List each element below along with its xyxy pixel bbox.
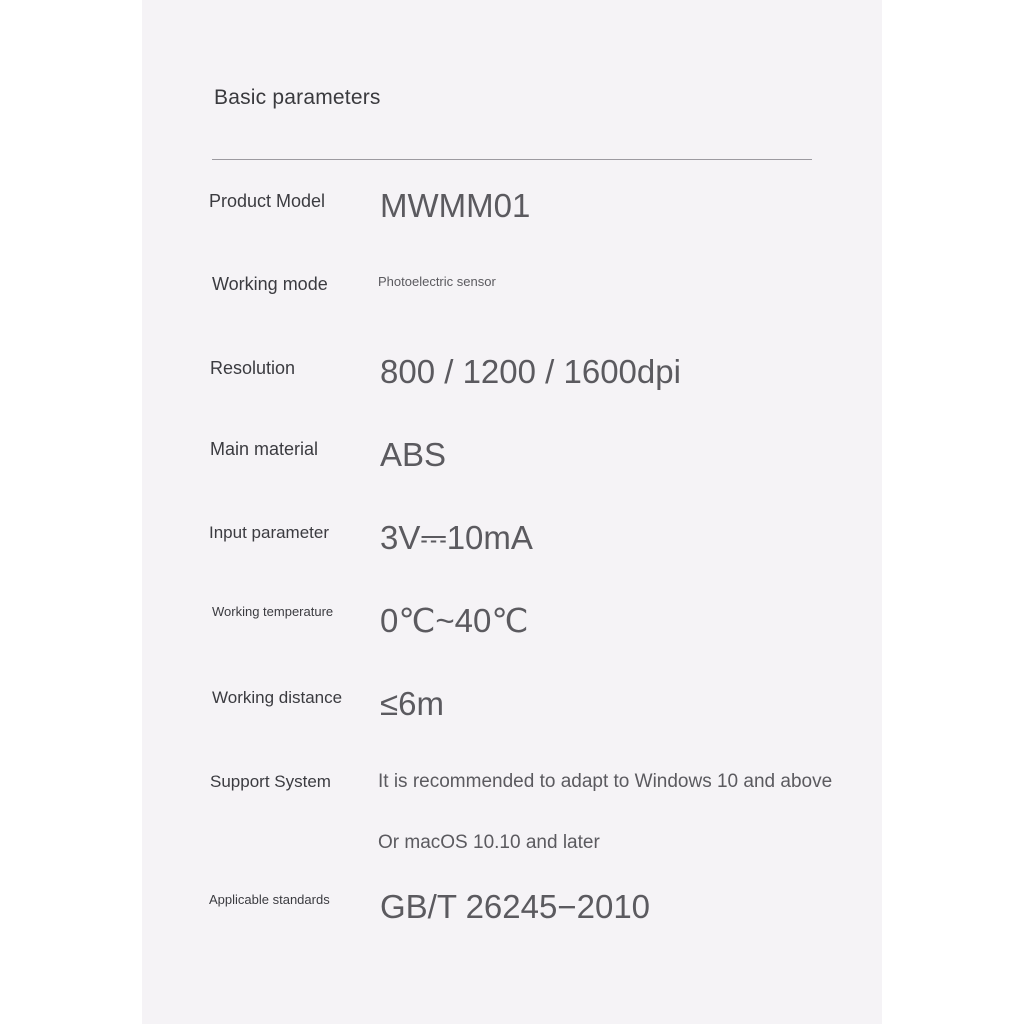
support-system-value-line1: It is recommended to adapt to Windows 10 and above [378,771,833,792]
spec-sheet-panel [142,0,882,1024]
working-mode-value: Photoelectric sensor [378,274,496,289]
input-parameter-value: 3V⎓10mA [380,519,533,556]
resolution-value: 800 / 1200 / 1600dpi [380,353,681,390]
section-divider [212,159,812,160]
applicable-standards-label: Applicable standards [209,892,330,907]
main-material-value: ABS [380,436,447,473]
working-mode-label: Working mode [212,274,328,294]
input-parameter-label: Input parameter [209,523,330,542]
resolution-label: Resolution [210,358,296,378]
applicable-standards-value: GB/T 26245−2010 [380,888,651,925]
product-model-label: Product Model [209,191,326,211]
working-temperature-label: Working temperature [212,604,334,619]
main-material-label: Main material [210,439,319,459]
working-distance-value: ≤6m [380,685,444,722]
working-temperature-value: 0℃~40℃ [380,602,529,639]
support-system-value-line2: Or macOS 10.10 and later [378,832,600,853]
section-title: Basic parameters [214,86,381,109]
product-model-value: MWMM01 [380,187,531,224]
working-distance-label: Working distance [212,688,343,707]
support-system-label: Support System [210,772,331,791]
